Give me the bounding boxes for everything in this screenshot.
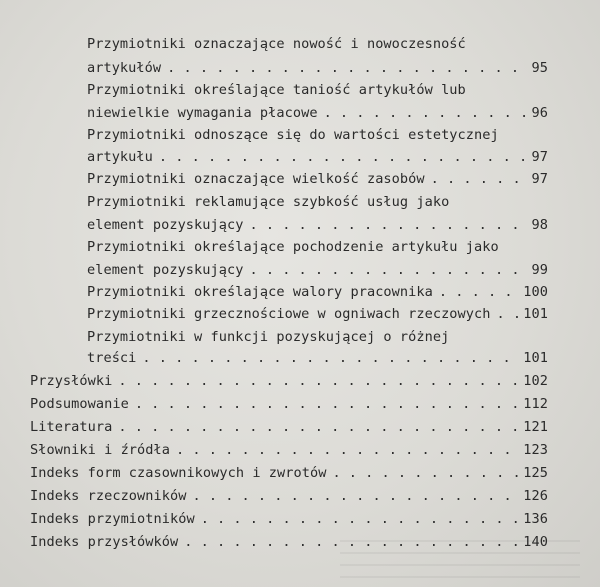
page-number: 96: [531, 105, 548, 121]
toc-entry-line: [30, 439, 548, 461]
toc-entry-text: Indeks rzeczowników: [30, 488, 187, 504]
toc-entry-line: [87, 146, 548, 168]
page-number: 97: [531, 171, 548, 187]
toc-entry-text: Przymiotniki grzecznościowe w ogniwach rzeczowych: [87, 306, 491, 322]
toc-entry-line: [87, 102, 548, 124]
leader-dots: [170, 439, 519, 461]
toc-entry-text: Indeks form czasownikowych i zwrotów: [30, 465, 327, 481]
toc-entry-text: Słowniki i źródła: [30, 442, 170, 458]
toc-entry-text: Podsumowanie: [30, 396, 129, 412]
leader-dots: [136, 347, 519, 369]
toc-entry-text: Przymiotniki oznaczające wielkość zasobów: [87, 171, 425, 187]
toc-entry-text: Przymiotniki określające taniość artykułów lub: [87, 82, 466, 98]
toc-entry-text: artykułów: [87, 60, 162, 76]
toc-entry-line: [87, 259, 548, 281]
toc-entry-line: [87, 303, 548, 325]
toc-entry-line: [30, 462, 548, 484]
leader-dots: [243, 214, 527, 236]
page-number: 140: [523, 534, 548, 550]
toc-entry-line: [87, 57, 548, 79]
toc-entry-line: [87, 326, 449, 348]
toc-entry-line: [87, 33, 466, 55]
page-number: 125: [523, 465, 548, 481]
toc-entry-line: [30, 485, 548, 507]
leader-dots: [129, 393, 519, 415]
toc-entry-text: treści: [87, 350, 137, 366]
page-number: 95: [531, 60, 548, 76]
toc-entry-line: [30, 393, 548, 415]
page-number: 136: [523, 511, 548, 527]
toc-entry-line: [87, 124, 499, 146]
page-number: 101: [523, 350, 548, 366]
toc-entry-text: element pozyskujący: [87, 217, 244, 233]
page-number: 100: [523, 284, 548, 300]
leader-dots: [161, 57, 527, 79]
leader-dots: [243, 259, 527, 281]
page-number: 102: [523, 373, 548, 389]
leader-dots: [490, 303, 519, 325]
toc-entry-line: [87, 347, 548, 369]
toc-entry-text: niewielkie wymagania płacowe: [87, 105, 318, 121]
toc-entry-line: [30, 508, 548, 530]
leader-dots: [433, 281, 519, 303]
toc-entry-line: [87, 214, 548, 236]
leader-dots: [153, 146, 528, 168]
toc-entry-line: [87, 79, 466, 101]
page-number: 121: [523, 419, 548, 435]
toc-entry-text: Przymiotniki w funkcji pozyskującej o różnej: [87, 329, 450, 345]
toc-entry-line: [30, 416, 548, 438]
page-number: 101: [523, 306, 548, 322]
toc-entry-line: [87, 281, 548, 303]
toc-entry-line: [87, 236, 499, 258]
toc-entry-text: Przysłówki: [30, 373, 113, 389]
toc-entry-text: Przymiotniki oznaczające nowość i nowoczesność: [87, 36, 466, 52]
toc-entry-line: [87, 168, 548, 190]
page-number: 126: [523, 488, 548, 504]
page-number: 98: [531, 217, 548, 233]
leader-dots: [195, 508, 520, 530]
toc-entry-line: [87, 191, 449, 213]
toc-entry-text: Indeks przysłówków: [30, 534, 179, 550]
leader-dots: [186, 485, 519, 507]
page-number: 112: [523, 396, 548, 412]
toc-entry-text: artykułu: [87, 149, 153, 165]
leader-dots: [318, 102, 528, 124]
page-number: 123: [523, 442, 548, 458]
toc-entry-text: Przymiotniki określające pochodzenie artykułu jako: [87, 239, 499, 255]
toc-entry-line: [30, 370, 548, 392]
page-number: 97: [531, 149, 548, 165]
page-number: 99: [531, 262, 548, 278]
toc-entry-text: Literatura: [30, 419, 113, 435]
leader-dots: [112, 416, 519, 438]
toc-entry-text: Przymiotniki odnoszące się do wartości estetycznej: [87, 127, 499, 143]
toc-entry-text: Indeks przymiotników: [30, 511, 195, 527]
show-through-text: [340, 540, 580, 580]
leader-dots: [425, 168, 528, 190]
leader-dots: [112, 370, 519, 392]
toc-entry-text: Przymiotniki reklamujące szybkość usług jako: [87, 194, 450, 210]
leader-dots: [326, 462, 519, 484]
toc-entry-text: element pozyskujący: [87, 262, 244, 278]
toc-entry-text: Przymiotniki określające walory pracownika: [87, 284, 433, 300]
